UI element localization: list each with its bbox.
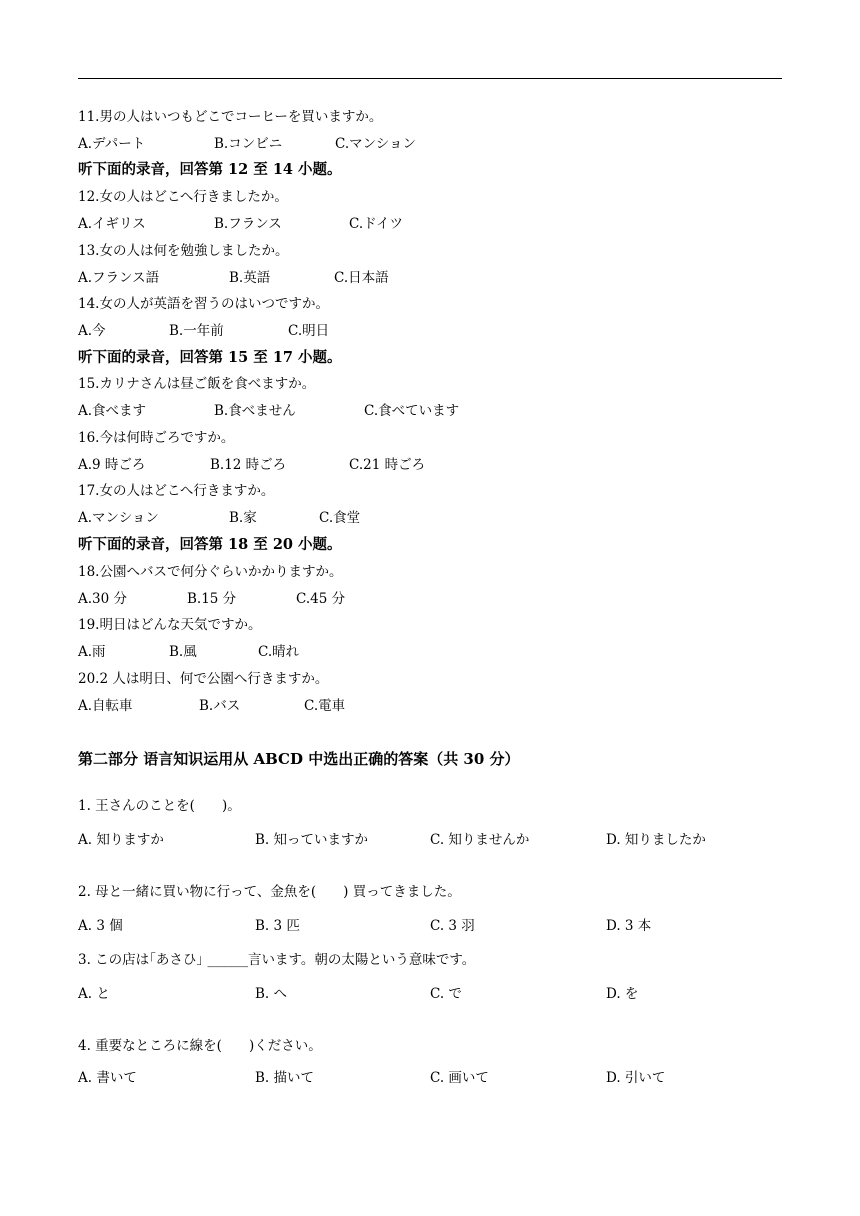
heading-15-17: 听下面的录音，回答第 15 至 17 小题。 [78,349,342,366]
part2-option-2-c[interactable]: C. 3 羽 [430,918,475,934]
question-20: 20.2 人は明日、何で公園へ行きますか。 [78,671,329,687]
part2-options-3 [78,985,782,1003]
option-17-c[interactable]: C.食堂 [319,510,361,526]
question-15: 15.カリナさんは昼ご飯を食べますか。 [78,376,316,392]
part2-title: 第二部分 语言知识运用从 ABCD 中选出正确的答案（共 30 分） [78,750,520,768]
option-20-c[interactable]: C.電車 [304,698,346,714]
option-20-b[interactable]: B.バス [199,698,241,714]
part2-option-1-c[interactable]: C. 知りませんか [430,832,530,848]
option-17-b[interactable]: B.家 [229,510,257,526]
part2-options-1 [78,831,782,849]
part2-option-3-b[interactable]: B. へ [255,986,288,1002]
option-13-b[interactable]: B.英語 [229,270,271,286]
option-19-b[interactable]: B.風 [169,644,197,660]
option-14-b[interactable]: B.一年前 [169,323,224,339]
option-16-a[interactable]: A.9 時ごろ [78,457,146,473]
question-19: 19.明日はどんな天気ですか。 [78,617,262,633]
options-11 [78,135,782,153]
part2-option-4-d[interactable]: D. 引いて [606,1070,666,1086]
option-11-c[interactable]: C.マンション [335,136,417,152]
part2-question-3: 3. この店は｢あさひ｣ ______言います。朝の太陽という意味です。 [78,952,476,968]
part2-option-1-b[interactable]: B. 知っていますか [255,832,369,848]
option-19-c[interactable]: C.晴れ [258,644,300,660]
option-11-b[interactable]: B.コンビニ [214,136,283,152]
option-20-a[interactable]: A.自転車 [78,698,133,714]
option-14-a[interactable]: A.今 [78,323,106,339]
option-18-b[interactable]: B.15 分 [187,591,237,607]
options-16 [78,456,782,474]
options-13 [78,269,782,287]
heading-18-20: 听下面的录音，回答第 18 至 20 小题。 [78,536,342,553]
options-18 [78,590,782,608]
part2-options-2 [78,917,782,935]
part2-question-1: 1. 王さんのことを( )。 [78,798,241,814]
options-20 [78,697,782,715]
option-15-c[interactable]: C.食べています [364,403,460,419]
options-17 [78,509,782,527]
option-12-a[interactable]: A.イギリス [78,216,146,232]
option-14-c[interactable]: C.明日 [288,323,330,339]
part2-option-4-a[interactable]: A. 書いて [78,1070,137,1086]
option-16-c[interactable]: C.21 時ごろ [349,457,426,473]
option-18-a[interactable]: A.30 分 [78,591,128,607]
options-14 [78,322,782,340]
question-11: 11.男の人はいつもどこでコーヒーを買いますか。 [78,109,383,125]
header-rule [78,78,782,79]
part2-question-4: 4. 重要なところに線を( )ください。 [78,1038,322,1054]
part2-option-4-c[interactable]: C. 画いて [430,1070,489,1086]
question-12: 12.女の人はどこへ行きましたか。 [78,189,288,205]
question-14: 14.女の人が英語を習うのはいつですか。 [78,296,329,312]
part2-option-3-a[interactable]: A. と [78,986,110,1002]
heading-12-14: 听下面的录音，回答第 12 至 14 小题。 [78,161,342,178]
part2-question-2: 2. 母と一緒に買い物に行って、金魚を( ) 買ってきました。 [78,884,461,900]
question-13: 13.女の人は何を勉強しましたか。 [78,243,289,259]
question-16: 16.今は何時ごろですか。 [78,430,235,446]
part2-option-2-b[interactable]: B. 3 匹 [255,918,300,934]
option-18-c[interactable]: C.45 分 [296,591,346,607]
option-17-a[interactable]: A.マンション [78,510,159,526]
option-12-b[interactable]: B.フランス [214,216,282,232]
option-13-a[interactable]: A.フランス語 [78,270,160,286]
part2-option-1-a[interactable]: A. 知りますか [78,832,164,848]
question-18: 18.公園へバスで何分ぐらいかかりますか。 [78,564,343,580]
option-13-c[interactable]: C.日本語 [334,270,389,286]
options-19 [78,643,782,661]
part2-option-3-d[interactable]: D. を [606,986,639,1002]
part2-option-3-c[interactable]: C. で [430,986,462,1002]
option-16-b[interactable]: B.12 時ごろ [210,457,287,473]
option-19-a[interactable]: A.雨 [78,644,106,660]
option-15-b[interactable]: B.食べません [214,403,296,419]
part2-option-1-d[interactable]: D. 知りましたか [606,832,706,848]
part2-options-4 [78,1069,782,1087]
options-15 [78,402,782,420]
option-11-a[interactable]: A.デパート [78,136,146,152]
question-17: 17.女の人はどこへ行きますか。 [78,483,275,499]
option-15-a[interactable]: A.食べます [78,403,147,419]
part2-option-2-d[interactable]: D. 3 本 [606,918,652,934]
part2-option-2-a[interactable]: A. 3 個 [78,918,123,934]
part2-option-4-b[interactable]: B. 描いて [255,1070,315,1086]
option-12-c[interactable]: C.ドイツ [349,216,403,232]
options-12 [78,215,782,233]
